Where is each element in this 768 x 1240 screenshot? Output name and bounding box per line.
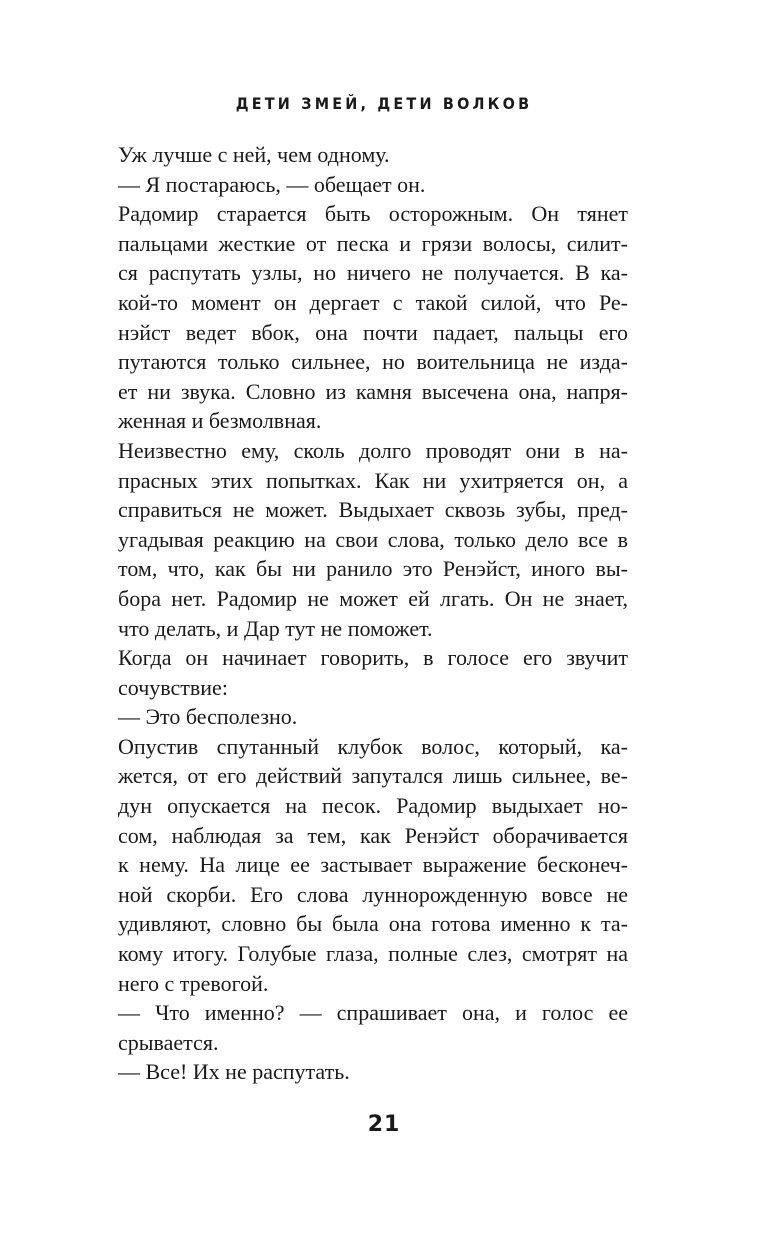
text-line: него с тревогой.: [118, 970, 269, 996]
text-line: прасных этих попытках. Как ни ухитряется он, а: [118, 467, 628, 493]
text-line: путаются только сильнее, но воительница не изда-: [118, 349, 628, 375]
text-line: женная и безмолвная.: [118, 408, 322, 434]
text-line: к нему. На лице ее застывает выражение бесконеч-: [118, 852, 628, 878]
text-line: Уж лучше с ней, чем одному.: [118, 142, 390, 167]
text-line: кой-то момент он дергает с такой силой, что Ре-: [118, 289, 628, 315]
text-line: Радомир старается быть осторожным. Он тянет: [118, 201, 628, 227]
page-number: 21: [367, 1112, 401, 1137]
text-line: ет ни звука. Словно из камня высечена она, напря-: [118, 378, 628, 404]
text-line: угадывая реакцию на свои слова, только дело все в: [118, 526, 628, 552]
text-line: сом, наблюдая за тем, как Ренэйст оборачивается: [118, 822, 628, 848]
text-line: жется, от его действий запутался лишь сильнее, ве-: [118, 763, 628, 789]
text-line: — Что именно? — спрашивает она, и голос ее: [118, 1000, 628, 1026]
text-line: справиться не может. Выдыхает сквозь зубы, пред-: [118, 497, 628, 523]
text-line: нэйст ведет вбок, она почти падает, пальцы его: [118, 319, 628, 345]
text-line: удивляют, словно бы была она готова именно к та-: [118, 911, 628, 937]
running-title: ДЕТИ ЗМЕЙ, ДЕТИ ВОЛКОВ: [235, 94, 533, 113]
text-line: Когда он начинает говорить, в голосе его звучит: [118, 645, 628, 671]
text-line: том, что, как бы ни ранило это Ренэйст, иного вы-: [118, 556, 628, 582]
text-line: — Это бесполезно.: [118, 704, 298, 730]
text-line: кому итогу. Голубые глаза, полные слез, смотрят на: [118, 941, 628, 967]
text-line: ной скорби. Его слова луннорожденную вовсе не: [118, 881, 628, 907]
text-line: сочувствие:: [118, 674, 228, 700]
text-line: ся распутать узлы, но ничего не получается. В ка-: [118, 260, 628, 286]
text-line: — Я постараюсь, — обещает он.: [118, 171, 426, 197]
text-line: что делать, и Дар тут не поможет.: [118, 615, 433, 641]
text-line: дун опускается на песок. Радомир выдыхает но-: [118, 793, 628, 819]
body-text: [118, 140, 628, 1087]
text-line: Опустив спутанный клубок волос, который, ка-: [118, 733, 628, 759]
text-line: — Все! Их не распутать.: [118, 1059, 350, 1085]
text-line: пальцами жесткие от песка и грязи волосы, силит-: [118, 230, 628, 256]
text-line: срывается.: [118, 1029, 219, 1055]
text-line: Неизвестно ему, сколь долго проводят они в на-: [118, 437, 628, 463]
text-line: бора нет. Радомир не может ей лгать. Он не знает,: [118, 585, 628, 611]
